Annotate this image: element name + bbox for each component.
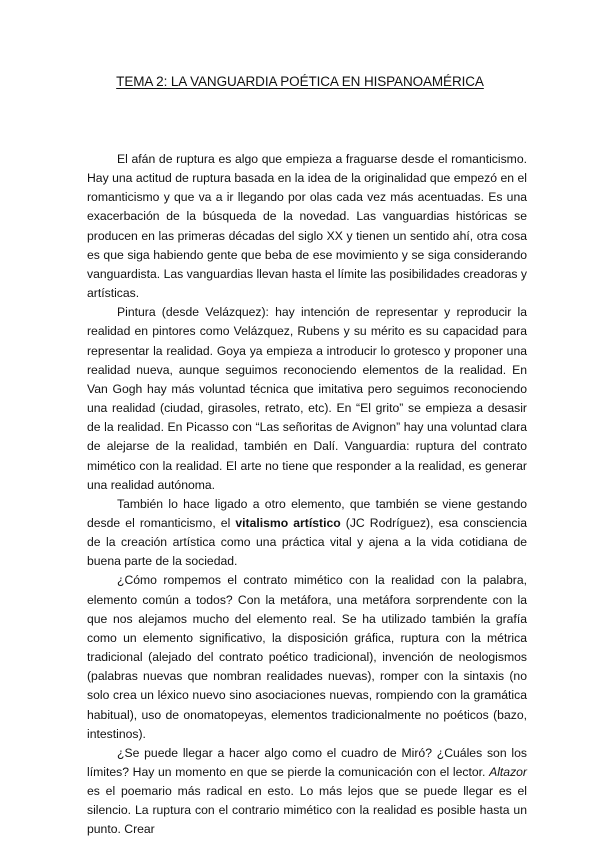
paragraph-4 xyxy=(87,571,527,743)
vitalismo-artistico-term: vitalismo artístico xyxy=(235,515,341,530)
paragraph-3 xyxy=(87,495,527,572)
page-title-text: TEMA 2: LA VANGUARDIA POÉTICA EN HISPANOAMÉRICA xyxy=(116,74,484,89)
paragraph-2-text: Pintura (desde Velázquez): hay intención de representar y reproducir la realidad en pintores como Velázquez, Rubens y su mérito es su capacidad para representar la realidad. Goya ya empieza a introducir lo grotesco y proponer una realidad nueva, aunque seguimos reconociendo elementos de la realidad. En Van Gogh hay más voluntad técnica que imitativa pero seguimos reconociendo una realidad (ciudad, girasoles, retrato, etc). En “El grito” se empieza a desasir de la realidad. En Picasso con “Las señoritas de Avignon” hay una voluntad clara de alejarse de la realidad, también en Dalí. Vanguardia: ruptura del contrato mimético con la realidad. El arte no tiene que responder a la realidad, es generar una realidad autónoma. xyxy=(87,305,527,492)
paragraph-1 xyxy=(87,150,527,303)
page-title xyxy=(0,74,600,89)
paragraph-1-text: El afán de ruptura es algo que empieza a fraguarse desde el romanticismo. Hay una actitud de ruptura basada en la idea de la originalidad que empezó en el romanticismo y que va a ir llegando por olas cada vez más acentuadas. Es una exacerbación de la búsqueda de la novedad. Las vanguardias históricas se producen en las primeras décadas del siglo XX y tienen un sentido ahí, otra cosa es que siga habiendo gente que beba de ese movimiento y se siga considerando vanguardista. Las vanguardias llevan hasta el límite las posibilidades creadoras y artísticas. xyxy=(87,152,527,301)
paragraph-4-text: ¿Cómo rompemos el contrato mimético con la realidad con la palabra, elemento común a todos? Con la metáfora, una metáfora sorprendente con la que nos alejamos mucho del elemento real. Se ha utilizado también la grafía como un elemento significativo, la disposición gráfica, ruptura con la métrica tradicional (alejado del contrato poético tradicional), invención de neologismos (palabras nuevas que nombran realidades nuevas), romper con la sintaxis (no solo crea un léxico nuevo sino asociaciones nuevas, rompiendo con la gramática habitual), uso de onomatopeyas, elementos tradicionalmente no poéticos (bazo, intestinos). xyxy=(87,573,527,741)
paragraph-3-text-before: También lo hace ligado a otro elemento, que también se viene gestando desde el romanticismo, el xyxy=(87,496,527,530)
paragraph-5-text-before: ¿Se puede llegar a hacer algo como el cuadro de Miró? ¿Cuáles son los límites? Hay un momento en que se pierde la comunicación con el lector. xyxy=(87,745,527,779)
document-body xyxy=(87,150,527,840)
paragraph-5-text-after: es el poemario más radical en esto. Lo más lejos que se puede llegar es el silencio. La ruptura con el contrario mimético con la realidad es posible hasta un punto. Crear xyxy=(87,784,527,837)
paragraph-5 xyxy=(87,744,527,840)
paragraph-2 xyxy=(87,303,527,495)
paragraph-3-text-after: (JC Rodríguez), esa consciencia de la creación artística como una práctica vital y ajena a la vida cotidiana de buena parte de la sociedad. xyxy=(87,515,527,569)
altazor-title: Altazor xyxy=(489,765,527,779)
